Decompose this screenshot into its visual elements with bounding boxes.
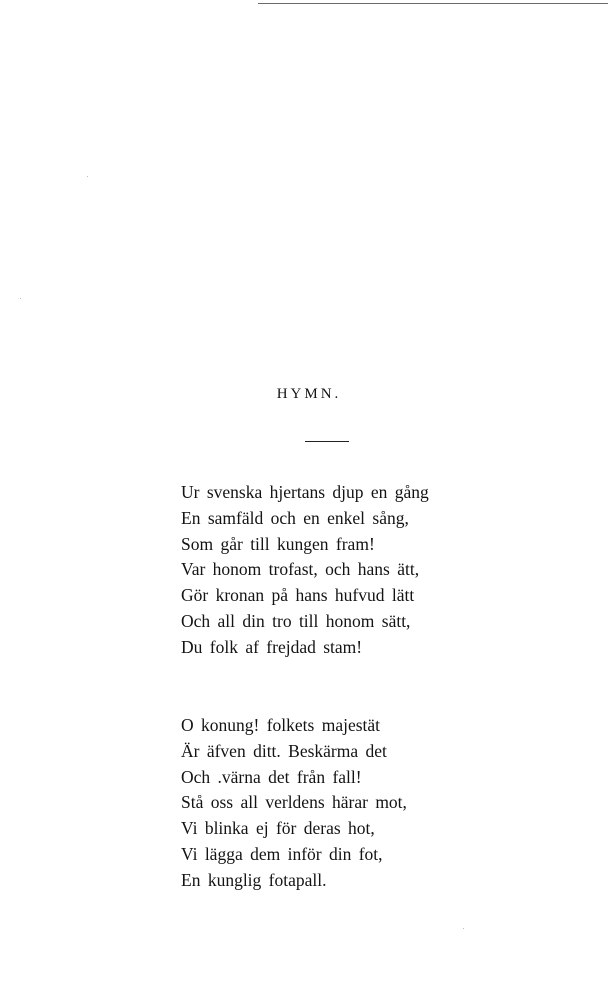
poem-title: HYMN. [276, 386, 342, 402]
stanza-1 [181, 480, 429, 661]
page-top-edge-rule [258, 3, 608, 4]
verse-line: Och .värna det från fall! [181, 766, 362, 787]
verse-line: Och all din tro till honom sätt, [181, 610, 411, 631]
paper-speck [463, 928, 464, 929]
verse-line: Är äfven ditt. Beskärma det [181, 740, 387, 761]
verse-line: Vi lägga dem inför din fot, [181, 843, 383, 864]
verse-line: Stå oss all verldens härar mot, [181, 792, 407, 813]
verse-line: Gör kronan på hans hufvud lätt [181, 585, 415, 606]
verse-line: Ur svenska hjertans djup en gång [181, 482, 429, 502]
stanza-2 [181, 713, 407, 894]
paper-speck [87, 176, 88, 177]
paper-speck [20, 298, 21, 299]
verse-line: Var honom trofast, och hans ätt, [181, 559, 420, 580]
verse-line: En kunglig fotapall. [181, 869, 327, 890]
verse-line: Du folk af frejdad stam! [181, 636, 363, 657]
verse-line: O konung! folkets majestät [181, 715, 381, 735]
title-separator-rule [305, 441, 349, 442]
verse-line: Vi blinka ej för deras hot, [181, 818, 375, 839]
verse-line: Som går till kungen fram! [181, 533, 375, 554]
verse-line: En samfäld och en enkel sång, [181, 507, 409, 528]
